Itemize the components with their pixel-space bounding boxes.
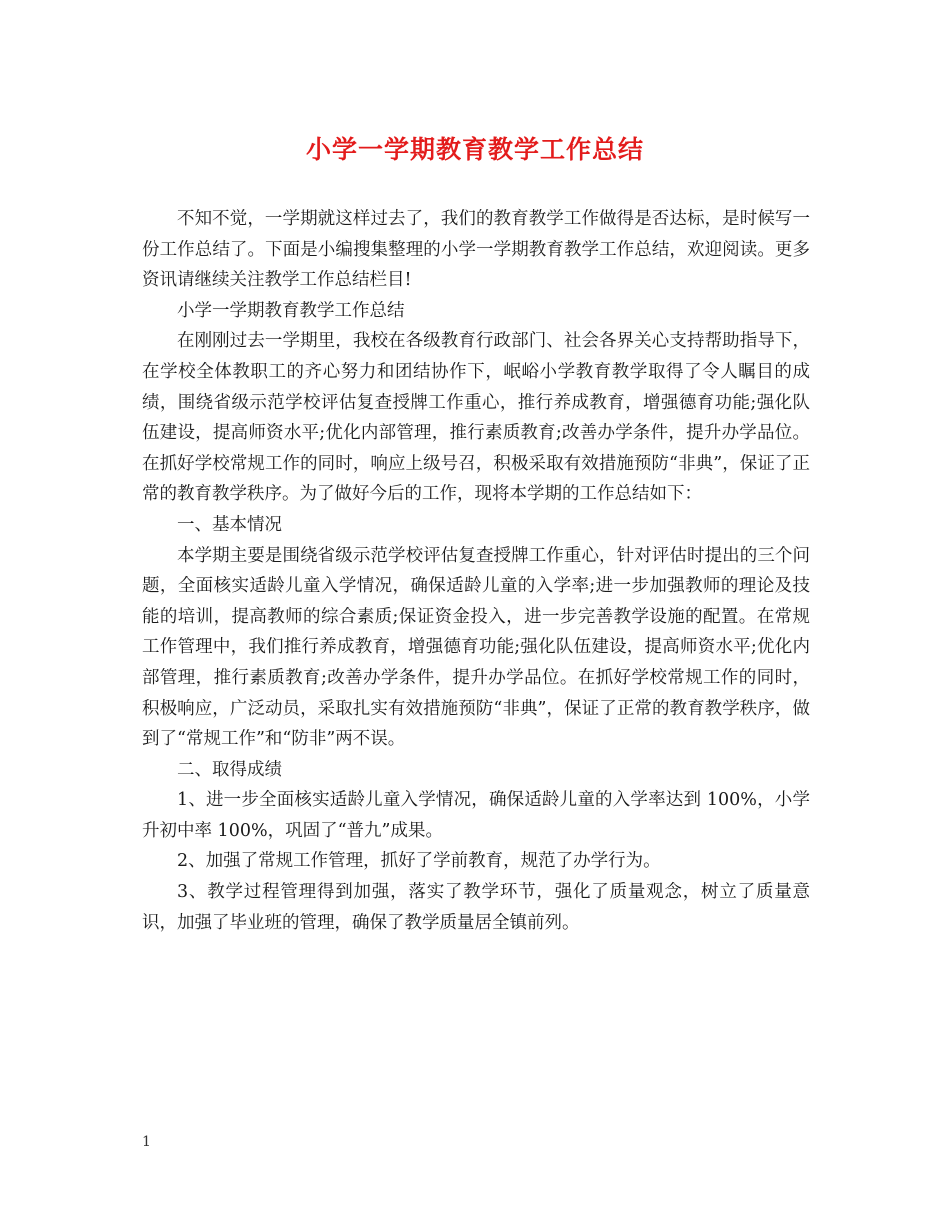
list-item-achievement-1: 1、进一步全面核实适龄儿童入学情况，确保适龄儿童的入学率达到 100%，小学升初中率 100%，巩固了“普九”成果。 <box>142 790 810 841</box>
document-title: 小学一学期教育教学工作总结 <box>305 135 644 164</box>
list-item-achievement-3: 3、教学过程管理得到加强，落实了教学环节，强化了质量观念，树立了质量意识，加强了毕业班的管理，确保了教学质量居全镇前列。 <box>142 882 810 933</box>
paragraph-overview: 在刚刚过去一学期里，我校在各级教育行政部门、社会各界关心支持帮助指导下，在学校全体教职工的齐心努力和团结协作下，岷峪小学教育教学取得了令人瞩目的成绩，围绕省级示范学校评估复查授牌工作重心，推行养成教育，增强德育功能;强化队伍建设，提高师资水平;优化内部管理，推行素质教育;改善办学条件，提升办学品位。在抓好学校常规工作的同时，响应上级号召，积极采取有效措施预防“非典”，保证了正常的教育教学秩序。为了做好今后的工作，现将本学期的工作总结如下： <box>142 331 810 505</box>
section-heading-basic-situation: 一、基本情况 <box>177 514 282 535</box>
paragraph-subtitle: 小学一学期教育教学工作总结 <box>177 300 405 321</box>
document-body <box>142 204 810 938</box>
paragraph-intro: 不知不觉，一学期就这样过去了，我们的教育教学工作做得是否达标，是时候写一份工作总结了。下面是小编搜集整理的小学一学期教育教学工作总结，欢迎阅读。更多资讯请继续关注教学工作总结栏目! <box>142 209 810 291</box>
page-number: 1 <box>142 1134 151 1150</box>
section-heading-achievements: 二、取得成绩 <box>177 759 282 780</box>
paragraph-basic-situation: 本学期主要是围绕省级示范学校评估复查授牌工作重心，针对评估时提出的三个问题，全面核实适龄儿童入学情况，确保适龄儿童的入学率;进一步加强教师的理论及技能的培训，提高教师的综合素质;保证资金投入，进一步完善教学设施的配置。在常规工作管理中，我们推行养成教育，增强德育功能;强化队伍建设，提高师资水平;优化内部管理，推行素质教育;改善办学条件，提升办学品位。在抓好学校常规工作的同时，积极响应，广泛动员，采取扎实有效措施预防“非典”，保证了正常的教育教学秩序，做到了“常规工作”和“防非”两不误。 <box>142 545 810 750</box>
list-item-achievement-2: 2、加强了常规工作管理，抓好了学前教育，规范了办学行为。 <box>177 851 661 872</box>
